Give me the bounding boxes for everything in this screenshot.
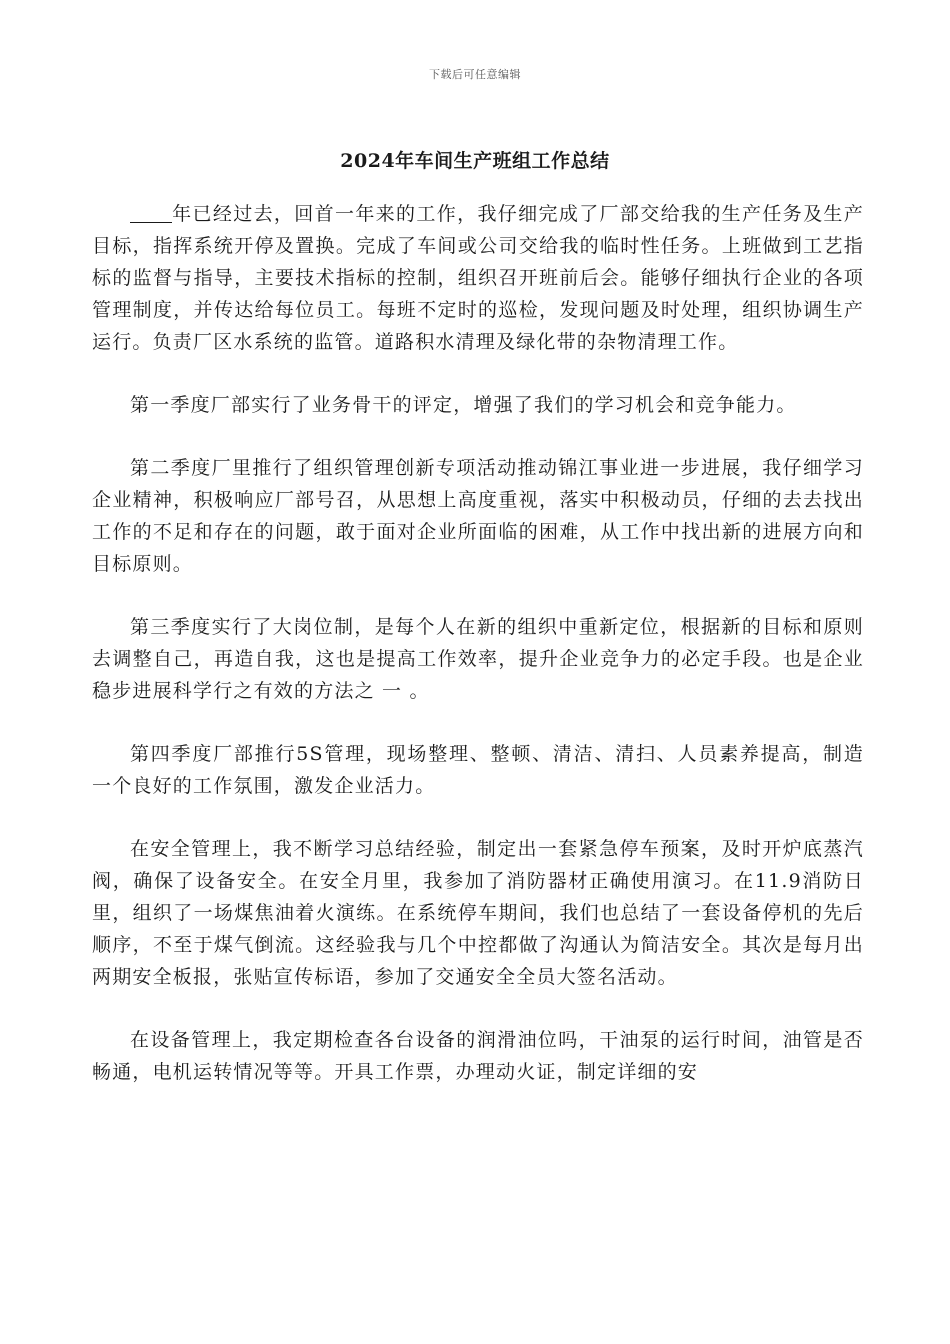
paragraph-equipment: 在设备管理上，我定期检查各台设备的润滑油位吗，干油泵的运行时间，油管是否畅通，电机运转情况等等。开具工作票，办理动火证，制定详细的安 bbox=[92, 1029, 864, 1083]
paragraph-safety: 在安全管理上，我不断学习总结经验，制定出一套紧急停车预案，及时开炉底蒸汽阀，确保了设备安全。在安全月里，我参加了消防器材正确使用演习。在11.9消防日里，组织了一场煤焦油着火演练。在系统停车期间，我们也总结了一套设备停机的先后顺序，不至于煤气倒流。这经验我与几个中控都做了沟通认为简洁安全。其次是每月出两期安全板报，张贴宣传标语，参加了交通安全全员大签名活动。 bbox=[92, 838, 864, 988]
document-body bbox=[92, 198, 864, 1119]
paragraph-intro bbox=[92, 198, 864, 358]
paragraph-intro-text: 年已经过去，回首一年来的工作，我仔细完成了厂部交给我的生产任务及生产目标，指挥系统开停及置换。完成了车间或公司交给我的临时性任务。上班做到工艺指标的监督与指导，主要技术指标的控制，组织召开班前后会。能够仔细执行企业的各项管理制度，并传达给每位员工。每班不定时的巡检，发现问题及时处理，组织协调生产运行。负责厂区水系统的监管。道路积水清理及绿化带的杂物清理工作。 bbox=[92, 203, 864, 353]
paragraph-q3: 第三季度实行了大岗位制，是每个人在新的组织中重新定位，根据新的目标和原则去调整自己，再造自我，这也是提高工作效率，提升企业竞争力的必定手段。也是企业稳步进展科学行之有效的方法之 一 。 bbox=[92, 616, 864, 702]
document-title: 2024年车间生产班组工作总结 bbox=[340, 150, 610, 172]
fill-in-blank bbox=[130, 202, 172, 223]
paragraph-q2: 第二季度厂里推行了组织管理创新专项活动推动锦江事业进一步进展，我仔细学习企业精神，积极响应厂部号召，从思想上高度重视，落实中积极动员，仔细的去去找出工作的不足和存在的问题，敢于面对企业所面临的困难，从工作中找出新的进展方向和目标原则。 bbox=[92, 457, 864, 575]
paragraph-q4: 第四季度厂部推行5S管理，现场整理、整顿、清洁、清扫、人员素养提高，制造一个良好的工作氛围，激发企业活力。 bbox=[92, 743, 864, 797]
header-note: 下载后可任意编辑 bbox=[429, 68, 521, 81]
paragraph-q1: 第一季度厂部实行了业务骨干的评定，增强了我们的学习机会和竞争能力。 bbox=[130, 394, 797, 416]
